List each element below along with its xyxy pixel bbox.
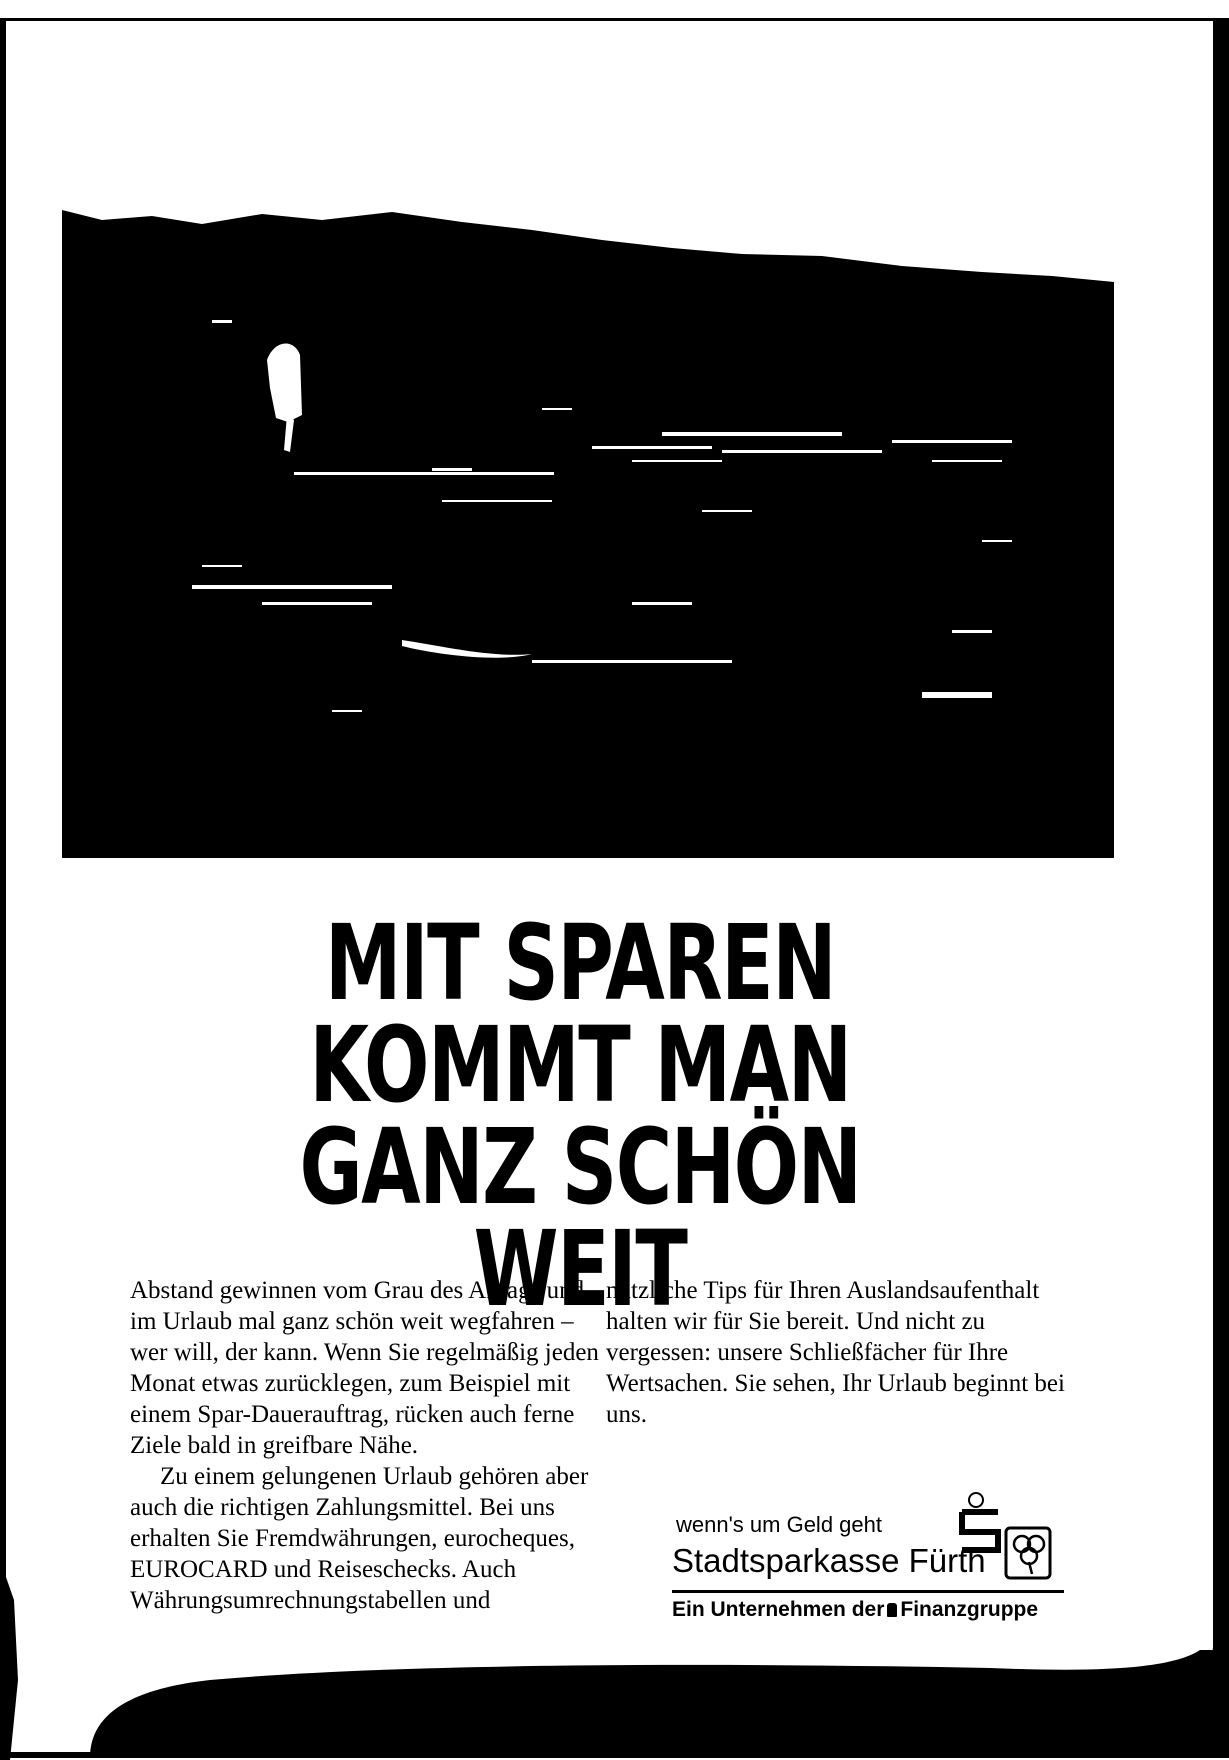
- logo-bank-name: Stadtsparkasse Fürth: [672, 1542, 986, 1579]
- sparkasse-s-icon: [887, 1603, 897, 1617]
- body-paragraph: Zu einem gelungenen Urlaub gehören aber auch die richtigen Zahlungsmittel. Bei uns erhalten Sie Fremdwährungen, eurocheques, EUROCARD und Reiseschecks. Auch Währungsumrechnungstabellen und: [130, 1463, 589, 1614]
- body-column-right: [606, 1275, 1076, 1430]
- top-border: [0, 18, 1229, 21]
- logo-group-line: [672, 1598, 1038, 1622]
- headline-line-2: KOMMT MAN: [309, 1004, 851, 1126]
- body-paragraph: Abstand gewinnen vom Grau des Alltags und im Urlaub mal ganz schön weit wegfahren – wer will, der kann. Wenn Sie regelmäßig jeden Monat etwas zurücklegen, zum Beispiel mit einem Spar-Dauerauftrag, rücken auch ferne Ziele bald in greifbare Nähe.: [130, 1277, 599, 1459]
- body-paragraph: nützliche Tips für Ihren Auslandsaufenthalt halten wir für Sie bereit. Und nicht zu vergessen: unsere Schließfächer für Ihre Wertsachen. Sie sehen, Ihr Urlaub beginnt bei uns.: [606, 1277, 1065, 1428]
- scan-shadow-left: [0, 1560, 40, 1760]
- logo-group-suffix: Finanzgruppe: [900, 1598, 1039, 1621]
- sparkasse-logo-block: [672, 1500, 1072, 1621]
- logo-group-prefix: Ein Unternehmen der: [672, 1598, 885, 1621]
- scan-shadow-right: [1169, 960, 1229, 1758]
- headline: [254, 902, 905, 1330]
- logo-rule: [672, 1590, 1064, 1593]
- headline-line-1: MIT SPAREN: [324, 902, 836, 1024]
- logo-slogan: wenn's um Geld geht: [676, 1512, 882, 1537]
- headline-line-3: GANZ SCHÖN WEIT: [299, 1106, 861, 1330]
- beach-photo: [62, 210, 1114, 858]
- body-column-left: [130, 1275, 600, 1616]
- left-border: [0, 18, 6, 1758]
- sparkasse-clover-icon: [954, 1492, 1074, 1588]
- scan-shadow-bottom: [90, 1650, 1229, 1758]
